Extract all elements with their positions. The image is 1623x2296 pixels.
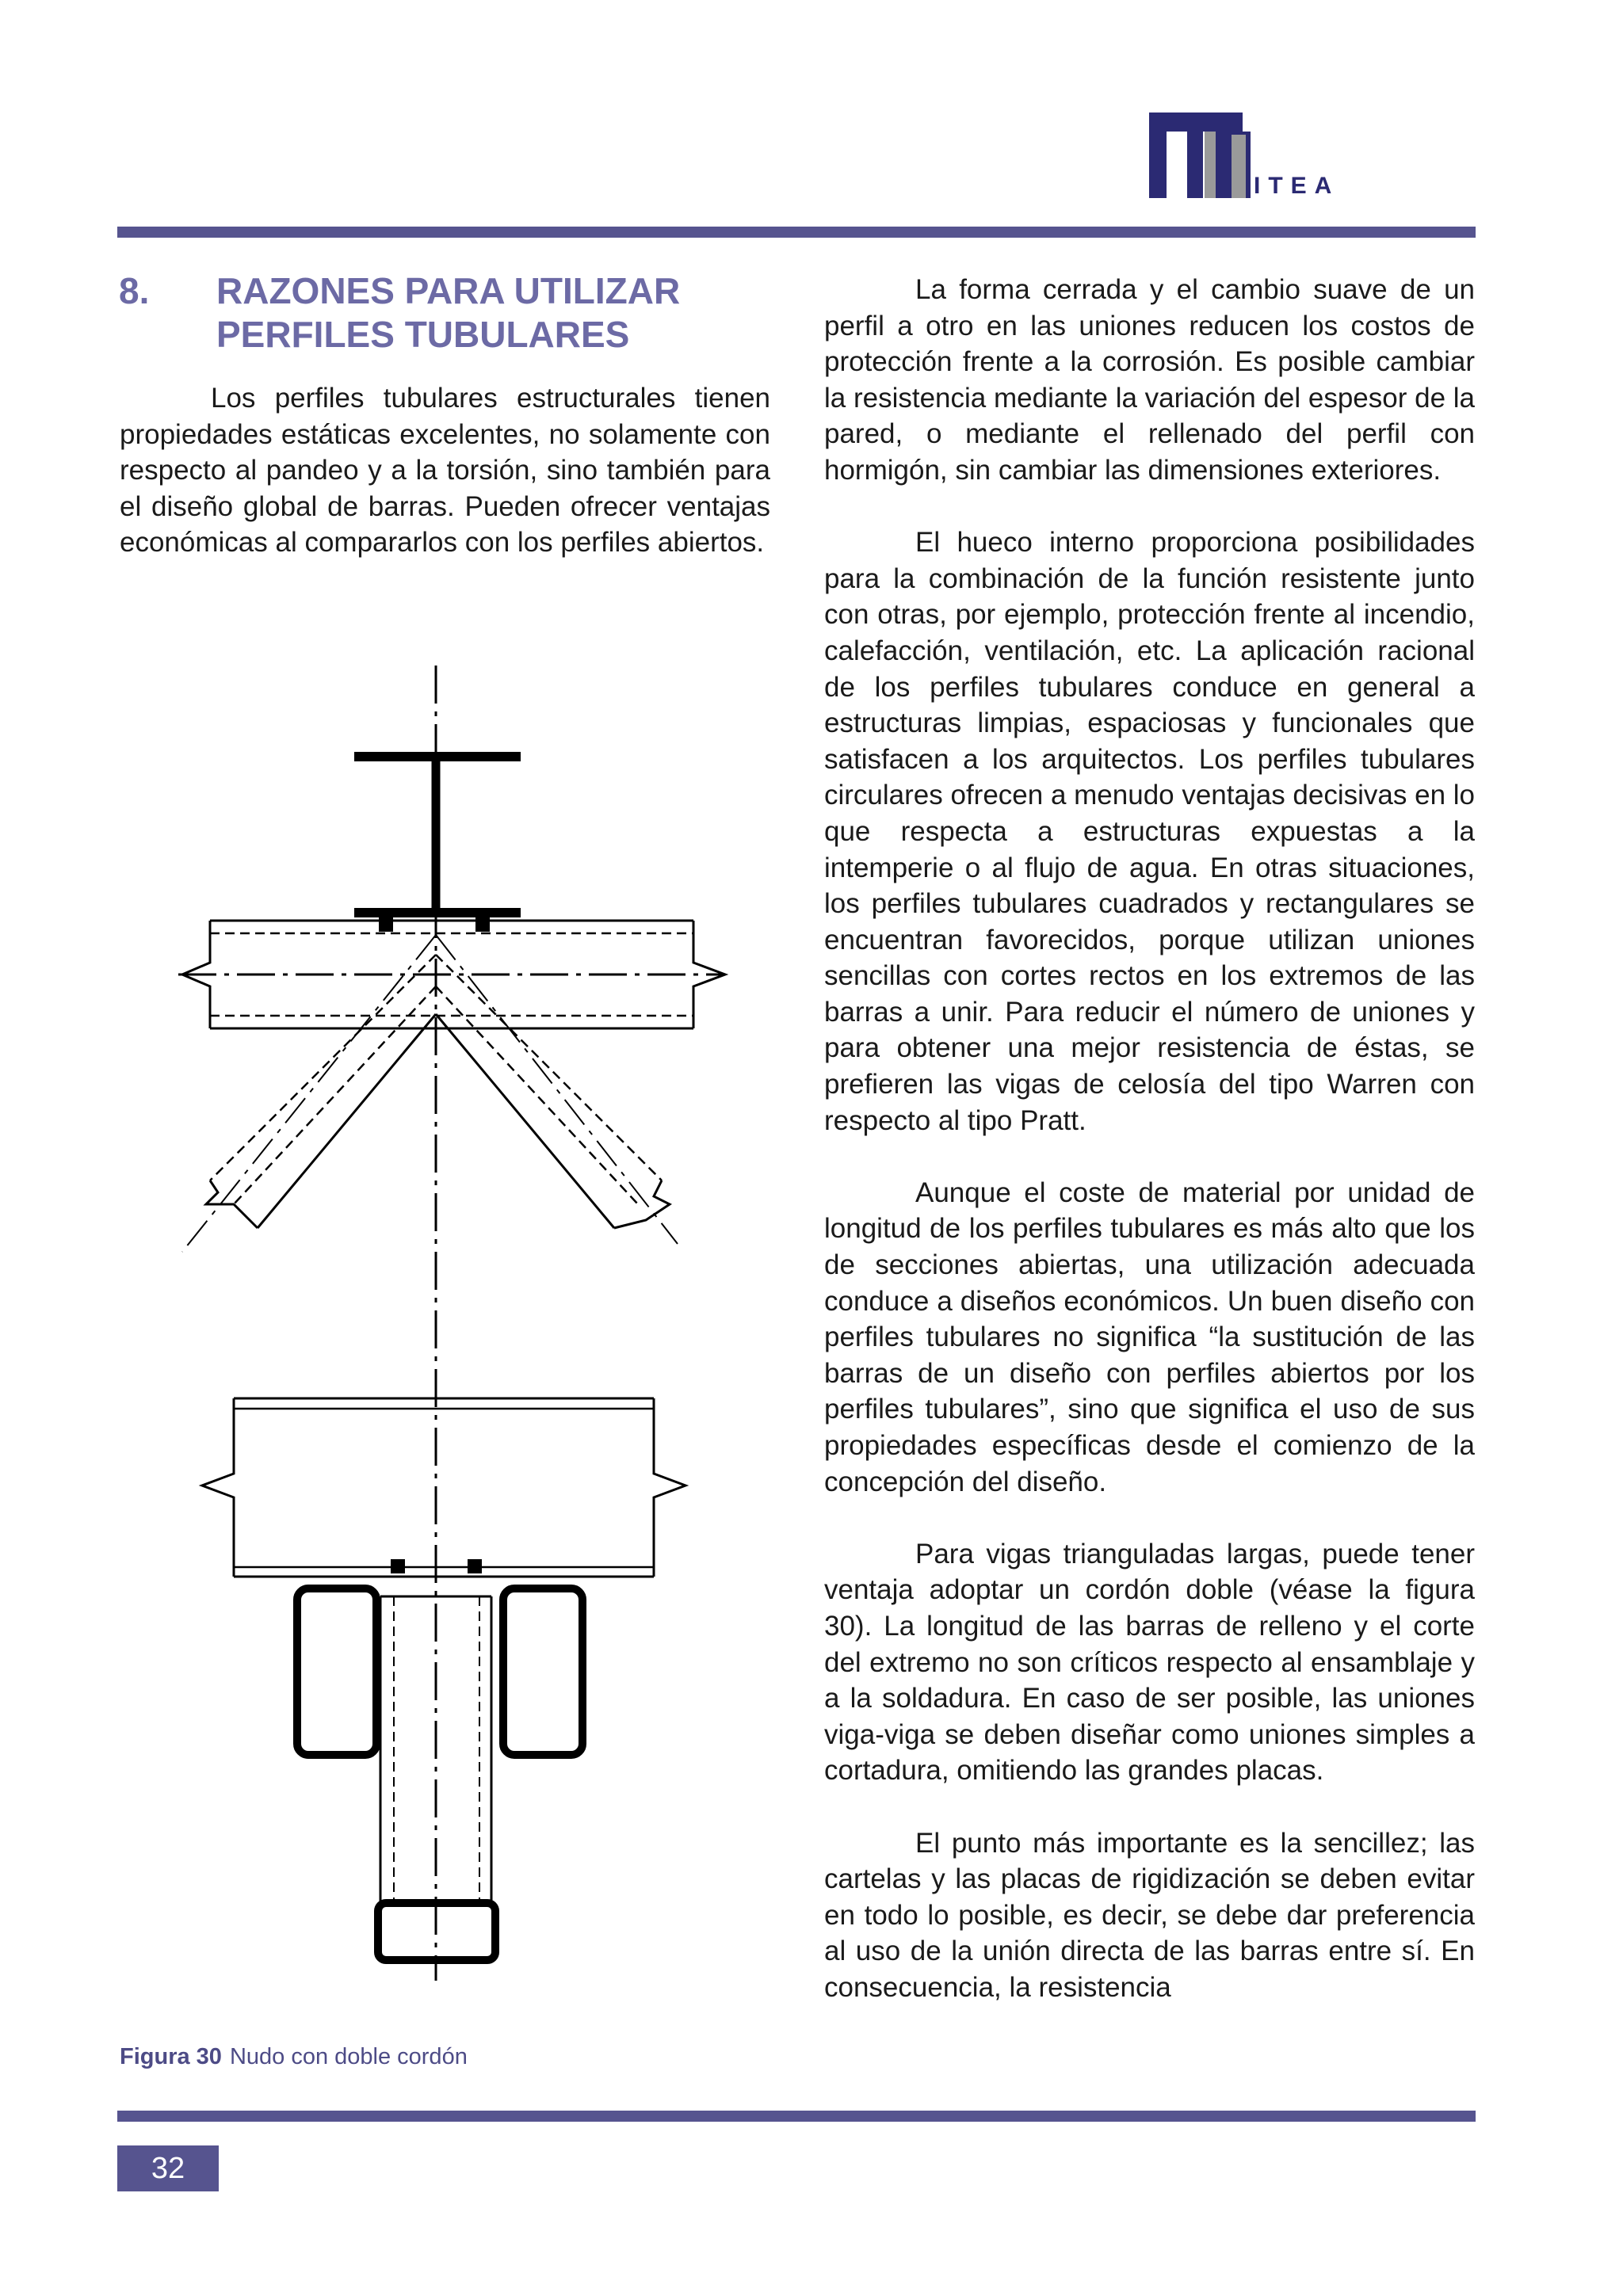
page-number: 32 (117, 2145, 219, 2191)
body-paragraph: El punto más importante es la sencillez; las cartelas y las placas de rigidización se deben evitar en todo lo posible, es decir, se debe dar preferencia al uso de la unión directa de las barras entre sí. En consecuencia, la resistencia (824, 1827, 1475, 2003)
logo-text: ITEA (1254, 173, 1340, 199)
header-rule (117, 227, 1476, 238)
figure-caption-text: Nudo con doble cordón (229, 2044, 468, 2069)
figure-label: Figura 30 (120, 2044, 222, 2069)
section-title-line2: PERFILES TUBULARES (216, 314, 630, 355)
figure-caption (120, 2044, 468, 2070)
right-column (824, 272, 1475, 2042)
body-paragraph: Los perfiles tubulares estructurales tienen propiedades estáticas excelentes, no solamente con respecto al pandeo y a la torsión, sino también para el diseño global de barras. Pueden ofrecer ventajas económicas al compararlos con los perfiles abiertos. (120, 383, 770, 559)
left-column (120, 380, 770, 597)
body-paragraph: La forma cerrada y el cambio suave de un perfil a otro en las uniones reducen los costos de protección frente a la corrosión. Es posible cambiar la resistencia mediante la variación del espesor de la pared, o mediante el rellenado del perfil con hormigón, sin cambiar las dimensiones exteriores. (824, 274, 1476, 486)
double-chord-joint-drawing-icon (170, 666, 741, 1997)
section-title (216, 269, 787, 357)
body-paragraph: Para vigas trianguladas largas, puede tener ventaja adoptar un cordón doble (véase la figura 30). La longitud de las barras de relleno y el corte del extremo no son críticos respecto al ensamblaje y a la soldadura. En caso de ser posible, las uniones viga-viga se deben diseñar como uniones simples a cortadura, omitiendo las grandes placas. (824, 1538, 1475, 1787)
section-title-line1: RAZONES PARA UTILIZAR (216, 270, 681, 311)
body-paragraph: Aunque el coste de material por unidad de longitud de los perfiles tubulares es más alto que los de secciones abiertas, una utilización adecuada conduce a diseños económicos. Un buen diseño con perfiles tubulares no significa “la sustitución de las barras de un diseño con perfiles abiertos por los perfiles tubulares”, sino que significa el uso de sus propiedades específicas desde el comienzo de la concepción del diseño. (824, 1177, 1475, 1497)
section-number: 8. (119, 270, 150, 311)
footer-rule (117, 2111, 1476, 2122)
body-paragraph: El hueco interno proporciona posibilidades para la combinación de la función resistente junto con otras, por ejemplo, protección frente al incendio, calefacción, ventilación, etc. La aplicación racional de los perfiles tubulares conduce en general a estructuras limpias, espaciosas y funcionales que satisfacen a los arquitectos. Los perfiles tubulares circulares ofrecen a menudo ventajas decisivas en lo que respecta a estructuras expuestas a la intemperie o al flujo de agua. En otras situaciones, los perfiles tubulares cuadrados y rectangulares se encuentran favorecidos, porque utilizan uniones sencillas con cortes rectos en los extremos de las barras a unir. Para reducir el número de uniones y para obtener una mejor resistencia de éstas, se prefieren las vigas de celosía del tipo Warren con respecto al tipo Pratt. (824, 527, 1475, 1136)
